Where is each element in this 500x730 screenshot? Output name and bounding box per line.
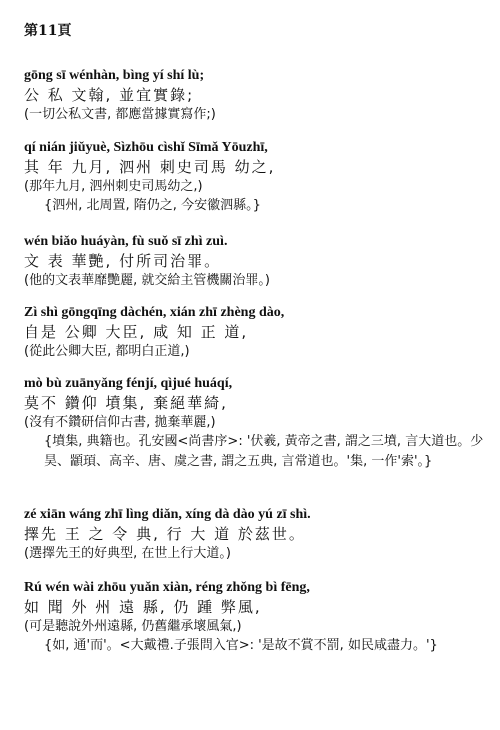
- pinyin-line: mò bù zuānyǎng fénjí, qìjué huáqí,: [24, 376, 233, 391]
- chinese-line: 莫不 鑽仰 墳集, 棄絕華綺,: [24, 394, 228, 412]
- chinese-line: 擇先 王 之 令 典, 行 大 道 於茲世。: [24, 525, 306, 543]
- verse-section-5: [24, 374, 484, 472]
- page-number: 第11頁: [24, 23, 72, 39]
- translation-line: (沒有不鑽研信仰古書, 拋棄華麗,): [24, 415, 216, 430]
- pinyin-line: Rú wén wài zhōu yuǎn xiàn, réng zhǒng bì fēng,: [24, 580, 310, 595]
- verse-section-3: [24, 232, 484, 290]
- pinyin-line: zé xiān wáng zhī lìng diǎn, xíng dà dào yú zī shì.: [24, 507, 311, 522]
- translation-line: (選擇先王的好典型, 在世上行大道。): [24, 546, 231, 561]
- pinyin-line: Zì shì gōngqīng dàchén, xián zhī zhèng dào,: [24, 305, 285, 320]
- translation-line: (他的文表華靡艷麗, 就交給主管機關治罪。): [24, 273, 270, 288]
- annotation-note: {泗州, 北周置, 隋仍之, 今安徽泗縣。}: [44, 198, 261, 213]
- translation-line: (可是聽說外州遠縣, 仍舊繼承壞風氣,): [24, 619, 242, 634]
- annotation-note: {如, 通'而'。<大戴禮.子張問入官>: '是故不賞不罰, 如民咸盡力。'}: [44, 638, 438, 653]
- verse-section-1: [24, 66, 484, 124]
- pinyin-line: qí nián jiǔyuè, Sìzhōu cìshǐ Sīmǎ Yōuzhī,: [24, 140, 268, 155]
- verse-section-2: [24, 138, 484, 216]
- translation-line: (那年九月, 泗州刺史司馬幼之,): [24, 179, 203, 194]
- annotation-note: {墳集, 典籍也。孔安國<尚書序>: '伏羲, 黃帝之書, 謂之三墳, 言大道也。少昊、顓頊、高辛、唐、虞之書, 謂之五典, 言常道也。'集, 一作'索'。}: [44, 434, 484, 469]
- translation-line: (一切公私文書, 都應當據實寫作;): [24, 107, 216, 122]
- translation-line: (從此公卿大臣, 都明白正道,): [24, 344, 190, 359]
- pinyin-line: wén biǎo huáyàn, fù suǒ sī zhì zuì.: [24, 234, 228, 249]
- verse-section-6: [24, 505, 484, 563]
- chinese-line: 如 聞 外 州 遠 縣, 仍 踵 弊風,: [24, 598, 262, 616]
- chinese-line: 其 年 九月, 泗州 刺史司馬 幼之,: [24, 158, 276, 176]
- chinese-line: 文 表 華艷, 付所司治罪。: [24, 252, 222, 270]
- chinese-line: 自是 公卿 大臣, 咸 知 正 道,: [24, 323, 249, 341]
- verse-section-4: [24, 303, 484, 361]
- verse-section-7: [24, 578, 484, 656]
- chinese-line: 公 私 文翰, 並宜實錄;: [24, 86, 195, 104]
- pinyin-line: gōng sī wénhàn, bìng yí shí lù;: [24, 68, 205, 83]
